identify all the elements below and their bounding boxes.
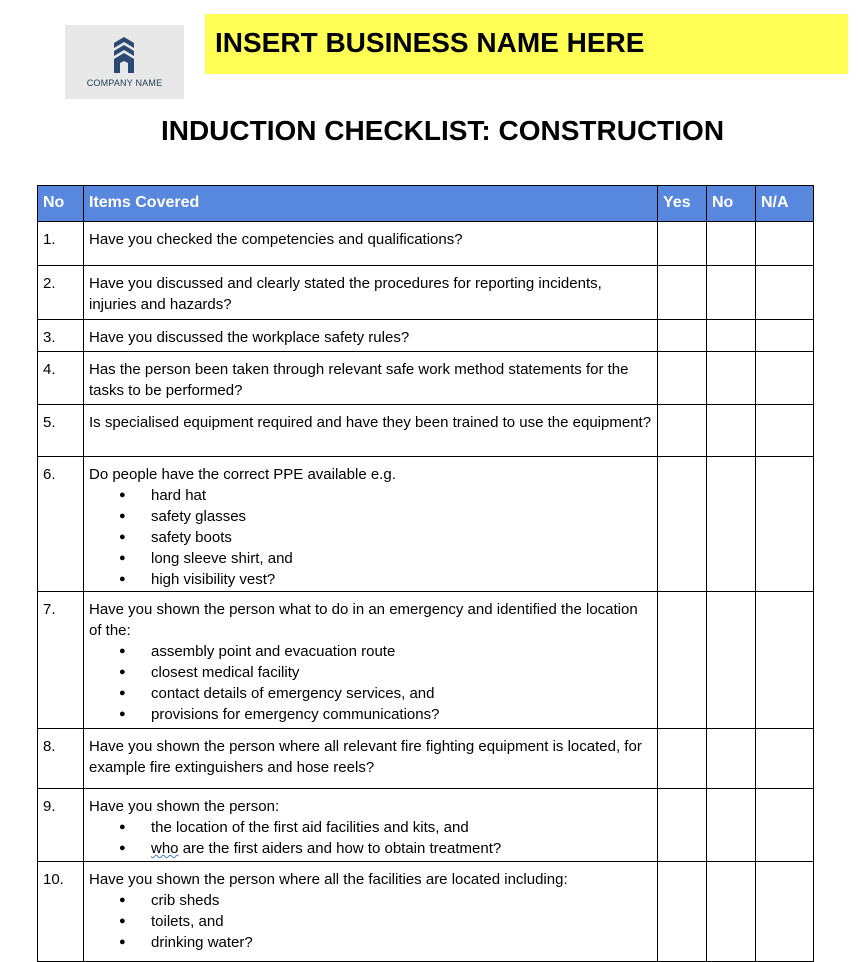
- na-checkbox-cell[interactable]: [756, 457, 814, 592]
- list-item: ● closest medical facility: [89, 662, 652, 683]
- company-name: COMPANY NAME: [86, 78, 163, 88]
- header-na: N/A: [756, 186, 814, 222]
- no-checkbox-cell[interactable]: [707, 320, 756, 352]
- row-item: [84, 222, 658, 266]
- na-checkbox-cell[interactable]: [756, 729, 814, 789]
- row-item-text: Have you checked the competencies and qualifications?: [89, 231, 463, 248]
- no-checkbox-cell[interactable]: [707, 862, 756, 962]
- row-item: [84, 789, 658, 862]
- list-item: ● toilets, and: [89, 911, 652, 932]
- yes-checkbox-cell[interactable]: [658, 789, 707, 862]
- no-checkbox-cell[interactable]: [707, 405, 756, 457]
- list-item: ● safety boots: [89, 527, 652, 548]
- yes-checkbox-cell[interactable]: [658, 862, 707, 962]
- na-checkbox-cell[interactable]: [756, 320, 814, 352]
- row-number: 10.: [38, 862, 84, 962]
- na-checkbox-cell[interactable]: [756, 266, 814, 320]
- table-row: [38, 457, 814, 592]
- yes-checkbox-cell[interactable]: [658, 405, 707, 457]
- table-row: [38, 729, 814, 789]
- row-number: 1.: [38, 222, 84, 266]
- row-number: 3.: [38, 320, 84, 352]
- bullet-list: [89, 641, 652, 725]
- header-no-answer: No: [707, 186, 756, 222]
- list-item: ● high visibility vest?: [89, 569, 652, 590]
- row-item-text: Have you discussed the workplace safety rules?: [89, 329, 410, 346]
- yes-checkbox-cell[interactable]: [658, 457, 707, 592]
- no-checkbox-cell[interactable]: [707, 266, 756, 320]
- header-no: No: [38, 186, 84, 222]
- table-row: [38, 222, 814, 266]
- row-item: [84, 457, 658, 592]
- row-item: [84, 592, 658, 729]
- bullet-list: [89, 817, 652, 859]
- row-item: [84, 729, 658, 789]
- business-name-placeholder: INSERT BUSINESS NAME HERE: [215, 27, 645, 58]
- header-items-covered: Items Covered: [84, 186, 658, 222]
- building-logo-icon: [112, 37, 136, 75]
- yes-checkbox-cell[interactable]: [658, 266, 707, 320]
- yes-checkbox-cell[interactable]: [658, 729, 707, 789]
- table-row: [38, 320, 814, 352]
- yes-checkbox-cell[interactable]: [658, 592, 707, 729]
- no-checkbox-cell[interactable]: [707, 729, 756, 789]
- yes-checkbox-cell[interactable]: [658, 352, 707, 405]
- bullet-list: [89, 485, 652, 590]
- na-checkbox-cell[interactable]: [756, 222, 814, 266]
- row-item: [84, 862, 658, 962]
- row-number: 9.: [38, 789, 84, 862]
- row-item-text: Is specialised equipment required and have they been trained to use the equipment?: [89, 414, 652, 431]
- table-row: [38, 405, 814, 457]
- na-checkbox-cell[interactable]: [756, 789, 814, 862]
- row-item: [84, 266, 658, 320]
- na-checkbox-cell[interactable]: [756, 405, 814, 457]
- na-checkbox-cell[interactable]: [756, 592, 814, 729]
- row-number: 8.: [38, 729, 84, 789]
- list-item: ● hard hat: [89, 485, 652, 506]
- table-row: [38, 592, 814, 729]
- table-row: [38, 352, 814, 405]
- na-checkbox-cell[interactable]: [756, 862, 814, 962]
- row-item-text: Has the person been taken through relevant safe work method statements for the tasks to be performed?: [89, 361, 629, 399]
- list-item: ● the location of the first aid facilities and kits, and: [89, 817, 652, 838]
- na-checkbox-cell[interactable]: [756, 352, 814, 405]
- row-number: 6.: [38, 457, 84, 592]
- list-item: ● drinking water?: [89, 932, 652, 953]
- company-logo: [65, 25, 184, 99]
- row-item-text: Have you discussed and clearly stated the procedures for reporting incidents, injuries and hazards?: [89, 275, 602, 313]
- list-item: ● safety glasses: [89, 506, 652, 527]
- no-checkbox-cell[interactable]: [707, 222, 756, 266]
- no-checkbox-cell[interactable]: [707, 352, 756, 405]
- row-item-text: Have you shown the person where all relevant fire fighting equipment is located, for example fire extinguishers and hose reels?: [89, 738, 642, 776]
- row-item-text: Have you shown the person what to do in an emergency and identified the location of the:: [89, 601, 638, 639]
- list-item: ● assembly point and evacuation route: [89, 641, 652, 662]
- table-header-row: [38, 186, 814, 222]
- list-item: ● who are the first aiders and how to obtain treatment?: [89, 838, 652, 859]
- list-item: ● long sleeve shirt, and: [89, 548, 652, 569]
- table-row: [38, 862, 814, 962]
- table-row: [38, 266, 814, 320]
- row-number: 7.: [38, 592, 84, 729]
- yes-checkbox-cell[interactable]: [658, 320, 707, 352]
- row-item-text: Have you shown the person where all the facilities are located including:: [89, 871, 568, 888]
- spellcheck-word: who: [151, 840, 179, 857]
- yes-checkbox-cell[interactable]: [658, 222, 707, 266]
- row-item: [84, 405, 658, 457]
- row-item: [84, 320, 658, 352]
- list-item: ● contact details of emergency services, and: [89, 683, 652, 704]
- no-checkbox-cell[interactable]: [707, 457, 756, 592]
- row-number: 4.: [38, 352, 84, 405]
- row-item: [84, 352, 658, 405]
- bullet-list: [89, 890, 652, 953]
- row-item-text: Have you shown the person:: [89, 798, 280, 815]
- row-number: 5.: [38, 405, 84, 457]
- list-item: ● provisions for emergency communications?: [89, 704, 652, 725]
- header-yes: Yes: [658, 186, 707, 222]
- page-title: INDUCTION CHECKLIST: CONSTRUCTION: [160, 115, 725, 146]
- no-checkbox-cell[interactable]: [707, 592, 756, 729]
- business-name-banner: [205, 14, 848, 74]
- induction-checklist-table: [37, 185, 814, 962]
- list-item: ● crib sheds: [89, 890, 652, 911]
- row-number: 2.: [38, 266, 84, 320]
- row-item-text: Do people have the correct PPE available e.g.: [89, 466, 396, 483]
- no-checkbox-cell[interactable]: [707, 789, 756, 862]
- table-row: [38, 789, 814, 862]
